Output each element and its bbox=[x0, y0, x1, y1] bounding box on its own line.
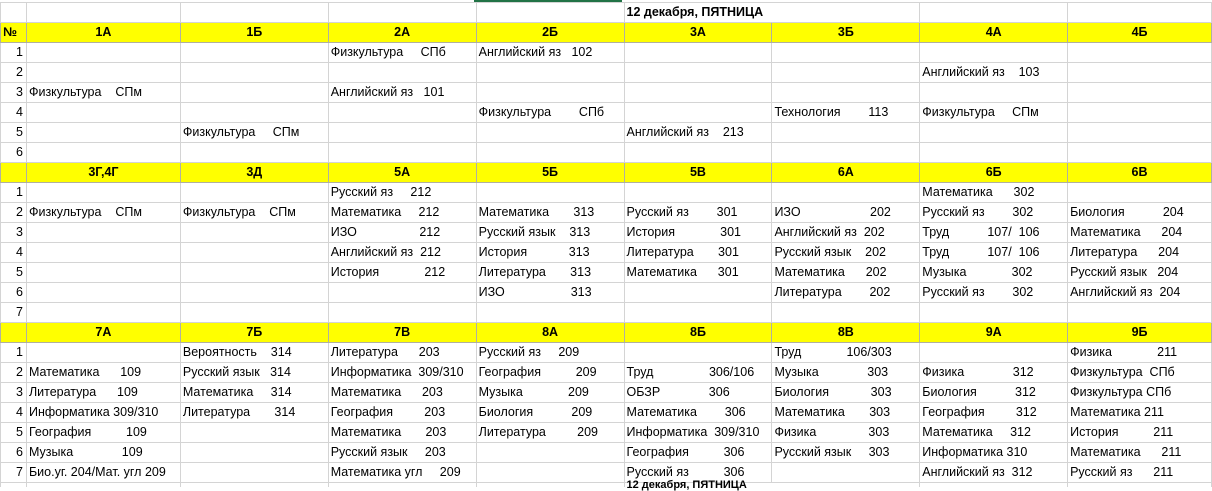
lesson-cell[interactable]: География 312 bbox=[920, 403, 1068, 423]
next-date-title[interactable]: 12 декабря, ПЯТНИЦА bbox=[624, 483, 920, 488]
lesson-cell[interactable]: Русский яз 211 bbox=[1068, 463, 1212, 483]
lesson-cell[interactable]: Русский яз 302 bbox=[920, 283, 1068, 303]
lesson-cell[interactable] bbox=[328, 143, 476, 163]
lesson-number-cell[interactable]: 1 bbox=[1, 343, 27, 363]
class-header-cell[interactable]: 8А bbox=[476, 323, 624, 343]
class-header-cell[interactable]: 3А bbox=[624, 23, 772, 43]
lesson-cell[interactable]: Физкультура СПб bbox=[328, 43, 476, 63]
lesson-cell[interactable]: Биология 312 bbox=[920, 383, 1068, 403]
class-header-cell[interactable]: 5В bbox=[624, 163, 772, 183]
title-row bbox=[1, 3, 1212, 23]
lesson-cell[interactable]: Информатика 309/310 bbox=[26, 403, 180, 423]
lesson-row bbox=[1, 263, 1212, 283]
lesson-cell[interactable] bbox=[180, 423, 328, 443]
class-header-cell[interactable]: 8Б bbox=[624, 323, 772, 343]
lesson-number-cell[interactable]: 4 bbox=[1, 403, 27, 423]
class-header-cell[interactable]: 4Б bbox=[1068, 23, 1212, 43]
lesson-cell[interactable] bbox=[624, 143, 772, 163]
lesson-cell[interactable] bbox=[920, 43, 1068, 63]
lesson-cell[interactable]: Математика 211 bbox=[1068, 403, 1212, 423]
lesson-row bbox=[1, 443, 1212, 463]
lesson-cell[interactable] bbox=[26, 263, 180, 283]
lesson-cell[interactable]: Физика 211 bbox=[1068, 343, 1212, 363]
lesson-cell[interactable] bbox=[180, 223, 328, 243]
lesson-cell[interactable]: История 301 bbox=[624, 223, 772, 243]
class-header-cell[interactable]: 4А bbox=[920, 23, 1068, 43]
lesson-cell[interactable]: Технология 113 bbox=[772, 103, 920, 123]
class-header-cell[interactable]: 2А bbox=[328, 23, 476, 43]
lesson-cell[interactable] bbox=[772, 63, 920, 83]
lesson-cell[interactable] bbox=[26, 183, 180, 203]
lesson-number-cell[interactable]: 6 bbox=[1, 283, 27, 303]
lesson-cell[interactable] bbox=[26, 143, 180, 163]
lesson-cell[interactable] bbox=[26, 123, 180, 143]
lesson-cell[interactable]: Музыка 109 bbox=[26, 443, 180, 463]
lesson-cell[interactable]: Литература 204 bbox=[1068, 243, 1212, 263]
class-header-cell[interactable]: 3Д bbox=[180, 163, 328, 183]
lesson-cell[interactable]: Математика 301 bbox=[624, 263, 772, 283]
lesson-cell[interactable] bbox=[624, 63, 772, 83]
lesson-cell[interactable]: Математика 312 bbox=[920, 423, 1068, 443]
empty-cell[interactable] bbox=[26, 483, 180, 488]
lesson-cell[interactable]: ИЗО 313 bbox=[476, 283, 624, 303]
lesson-number-cell[interactable]: 4 bbox=[1, 243, 27, 263]
class-header-cell[interactable]: 7Б bbox=[180, 323, 328, 343]
lesson-cell[interactable] bbox=[772, 123, 920, 143]
lesson-cell[interactable]: Физика 303 bbox=[772, 423, 920, 443]
lesson-cell[interactable]: Математика 303 bbox=[772, 403, 920, 423]
lesson-cell[interactable]: Литература 203 bbox=[328, 343, 476, 363]
lesson-cell[interactable] bbox=[1068, 103, 1212, 123]
lesson-cell[interactable] bbox=[624, 183, 772, 203]
lesson-cell[interactable]: Русский яз 306 bbox=[624, 463, 772, 483]
lesson-cell[interactable]: Английский яз 204 bbox=[1068, 283, 1212, 303]
lesson-number-cell[interactable]: 7 bbox=[1, 463, 27, 483]
lesson-cell[interactable] bbox=[476, 123, 624, 143]
lesson-cell[interactable]: Труд 306/106 bbox=[624, 363, 772, 383]
lesson-number-cell[interactable]: 3 bbox=[1, 83, 27, 103]
lesson-row bbox=[1, 223, 1212, 243]
lesson-cell[interactable] bbox=[1068, 123, 1212, 143]
number-header-cell[interactable] bbox=[1, 323, 27, 343]
lesson-row bbox=[1, 203, 1212, 223]
lesson-cell[interactable] bbox=[26, 223, 180, 243]
lesson-cell[interactable] bbox=[180, 283, 328, 303]
lesson-cell[interactable] bbox=[26, 303, 180, 323]
lesson-cell[interactable] bbox=[26, 63, 180, 83]
lesson-cell[interactable]: Английский яз 212 bbox=[328, 243, 476, 263]
lesson-cell[interactable] bbox=[328, 283, 476, 303]
lesson-cell[interactable] bbox=[920, 143, 1068, 163]
lesson-cell[interactable]: Математика 302 bbox=[920, 183, 1068, 203]
class-header-cell[interactable]: 6А bbox=[772, 163, 920, 183]
lesson-number-cell[interactable]: 5 bbox=[1, 123, 27, 143]
lesson-cell[interactable]: Русский яз 302 bbox=[920, 203, 1068, 223]
class-header-cell[interactable]: 7В bbox=[328, 323, 476, 343]
lesson-cell[interactable]: Музыка 302 bbox=[920, 263, 1068, 283]
empty-cell[interactable] bbox=[1, 483, 27, 488]
lesson-cell[interactable]: Физкультура СПб bbox=[1068, 363, 1212, 383]
lesson-cell[interactable]: Математика 212 bbox=[328, 203, 476, 223]
lesson-row bbox=[1, 363, 1212, 383]
lesson-cell[interactable] bbox=[180, 463, 328, 483]
lesson-row bbox=[1, 243, 1212, 263]
lesson-row bbox=[1, 463, 1212, 483]
class-header-row bbox=[1, 23, 1212, 43]
class-header-cell[interactable]: 5А bbox=[328, 163, 476, 183]
lesson-cell[interactable] bbox=[180, 103, 328, 123]
lesson-cell[interactable]: Английский яз 213 bbox=[624, 123, 772, 143]
class-header-row bbox=[1, 323, 1212, 343]
lesson-cell[interactable]: Русский яз 209 bbox=[476, 343, 624, 363]
lesson-number-cell[interactable]: 5 bbox=[1, 423, 27, 443]
lesson-cell[interactable]: Математика 211 bbox=[1068, 443, 1212, 463]
lesson-cell[interactable]: Русский язык 314 bbox=[180, 363, 328, 383]
lesson-cell[interactable]: История 212 bbox=[328, 263, 476, 283]
lesson-cell[interactable]: Труд 106/303 bbox=[772, 343, 920, 363]
lesson-cell[interactable]: Литература 301 bbox=[624, 243, 772, 263]
lesson-cell[interactable]: Физкультура СПм bbox=[26, 83, 180, 103]
class-header-cell[interactable]: 3Б bbox=[772, 23, 920, 43]
lesson-cell[interactable] bbox=[328, 103, 476, 123]
lesson-cell[interactable]: Математика 109 bbox=[26, 363, 180, 383]
class-header-cell[interactable]: 3Г,4Г bbox=[26, 163, 180, 183]
lesson-row bbox=[1, 423, 1212, 443]
lesson-cell[interactable]: Вероятность 314 bbox=[180, 343, 328, 363]
lesson-cell[interactable] bbox=[920, 303, 1068, 323]
lesson-cell[interactable] bbox=[772, 463, 920, 483]
lesson-cell[interactable]: География 109 bbox=[26, 423, 180, 443]
lesson-cell[interactable]: Литература 109 bbox=[26, 383, 180, 403]
lesson-number-cell[interactable]: 2 bbox=[1, 363, 27, 383]
lesson-cell[interactable] bbox=[1068, 303, 1212, 323]
lesson-number-cell[interactable]: 1 bbox=[1, 43, 27, 63]
lesson-cell[interactable] bbox=[180, 63, 328, 83]
lesson-cell[interactable]: Математика 203 bbox=[328, 383, 476, 403]
lesson-row bbox=[1, 183, 1212, 203]
lesson-cell[interactable]: Английский яз 312 bbox=[920, 463, 1068, 483]
lesson-cell[interactable]: ОБЗР 306 bbox=[624, 383, 772, 403]
lesson-cell[interactable]: Физкультура СПм bbox=[180, 203, 328, 223]
lesson-cell[interactable]: Труд 107/ 106 bbox=[920, 243, 1068, 263]
lesson-cell[interactable] bbox=[180, 243, 328, 263]
schedule-table bbox=[0, 2, 1212, 491]
lesson-cell[interactable] bbox=[624, 83, 772, 103]
lesson-cell[interactable]: Литература 209 bbox=[476, 423, 624, 443]
lesson-cell[interactable] bbox=[328, 303, 476, 323]
lesson-cell[interactable] bbox=[26, 283, 180, 303]
lesson-cell[interactable] bbox=[772, 183, 920, 203]
lesson-number-cell[interactable]: 2 bbox=[1, 63, 27, 83]
empty-cell[interactable] bbox=[1068, 483, 1212, 488]
lesson-cell[interactable]: ИЗО 202 bbox=[772, 203, 920, 223]
lesson-cell[interactable]: Физкультура СПм bbox=[180, 123, 328, 143]
lesson-cell[interactable] bbox=[920, 123, 1068, 143]
lesson-cell[interactable]: Математика 202 bbox=[772, 263, 920, 283]
lesson-cell[interactable] bbox=[476, 463, 624, 483]
lesson-row bbox=[1, 403, 1212, 423]
lesson-cell[interactable] bbox=[180, 143, 328, 163]
lesson-cell[interactable] bbox=[180, 183, 328, 203]
lesson-number-cell[interactable]: 2 bbox=[1, 203, 27, 223]
lesson-cell[interactable]: Информатика 309/310 bbox=[328, 363, 476, 383]
lesson-cell[interactable]: География 203 bbox=[328, 403, 476, 423]
lesson-cell[interactable] bbox=[26, 103, 180, 123]
lesson-cell[interactable] bbox=[476, 303, 624, 323]
lesson-number-cell[interactable]: 6 bbox=[1, 443, 27, 463]
lesson-cell[interactable] bbox=[624, 103, 772, 123]
lesson-cell[interactable] bbox=[26, 43, 180, 63]
lesson-cell[interactable]: Русский язык 313 bbox=[476, 223, 624, 243]
lesson-cell[interactable] bbox=[180, 263, 328, 283]
lesson-cell[interactable]: География 306 bbox=[624, 443, 772, 463]
lesson-cell[interactable] bbox=[1068, 83, 1212, 103]
class-header-cell[interactable]: 6Б bbox=[920, 163, 1068, 183]
lesson-cell[interactable]: География 209 bbox=[476, 363, 624, 383]
lesson-row bbox=[1, 143, 1212, 163]
empty-cell[interactable] bbox=[328, 483, 476, 488]
lesson-cell[interactable] bbox=[772, 303, 920, 323]
lesson-cell[interactable]: Физкультура СПб bbox=[1068, 383, 1212, 403]
lesson-row bbox=[1, 123, 1212, 143]
lesson-cell[interactable]: Математика 306 bbox=[624, 403, 772, 423]
lesson-cell[interactable] bbox=[476, 443, 624, 463]
class-header-cell[interactable]: 9А bbox=[920, 323, 1068, 343]
lesson-cell[interactable] bbox=[476, 63, 624, 83]
lesson-cell[interactable]: Русский язык 204 bbox=[1068, 263, 1212, 283]
lesson-cell[interactable] bbox=[1068, 63, 1212, 83]
empty-cell[interactable] bbox=[920, 483, 1068, 488]
class-header-cell[interactable]: 7А bbox=[26, 323, 180, 343]
empty-cell[interactable] bbox=[180, 483, 328, 488]
lesson-cell[interactable] bbox=[624, 283, 772, 303]
class-header-cell[interactable]: 9Б bbox=[1068, 323, 1212, 343]
lesson-cell[interactable]: Английский яз 103 bbox=[920, 63, 1068, 83]
lesson-cell[interactable] bbox=[1068, 143, 1212, 163]
lesson-row bbox=[1, 83, 1212, 103]
lesson-cell[interactable]: Физика 312 bbox=[920, 363, 1068, 383]
lesson-cell[interactable]: Физкультура СПб bbox=[476, 103, 624, 123]
lesson-cell[interactable] bbox=[180, 303, 328, 323]
lesson-cell[interactable]: Математика угл 209 bbox=[328, 463, 476, 483]
lesson-cell[interactable] bbox=[772, 43, 920, 63]
lesson-cell[interactable]: Литература 314 bbox=[180, 403, 328, 423]
lesson-row bbox=[1, 43, 1212, 63]
lesson-cell[interactable]: Математика 313 bbox=[476, 203, 624, 223]
lesson-number-cell[interactable]: 3 bbox=[1, 223, 27, 243]
lesson-number-cell[interactable]: 4 bbox=[1, 103, 27, 123]
lesson-cell[interactable] bbox=[476, 83, 624, 103]
lesson-cell[interactable]: Английский яз 101 bbox=[328, 83, 476, 103]
lesson-cell[interactable] bbox=[476, 143, 624, 163]
lesson-number-cell[interactable]: 7 bbox=[1, 303, 27, 323]
lesson-cell[interactable]: Английский яз 202 bbox=[772, 223, 920, 243]
lesson-cell[interactable]: Русский язык 203 bbox=[328, 443, 476, 463]
class-header-cell[interactable]: 2Б bbox=[476, 23, 624, 43]
lesson-cell[interactable]: Музыка 303 bbox=[772, 363, 920, 383]
lesson-cell[interactable]: Литература 313 bbox=[476, 263, 624, 283]
lesson-cell[interactable] bbox=[26, 243, 180, 263]
lesson-cell[interactable]: Русский яз 301 bbox=[624, 203, 772, 223]
class-header-cell[interactable]: 1Б bbox=[180, 23, 328, 43]
lesson-cell[interactable] bbox=[920, 83, 1068, 103]
lesson-cell[interactable] bbox=[26, 343, 180, 363]
lesson-cell[interactable] bbox=[476, 183, 624, 203]
lesson-cell[interactable] bbox=[624, 303, 772, 323]
schedule-grid bbox=[0, 2, 1212, 491]
number-header-cell[interactable] bbox=[1, 163, 27, 183]
lesson-cell[interactable] bbox=[920, 343, 1068, 363]
lesson-number-cell[interactable]: 3 bbox=[1, 383, 27, 403]
lesson-cell[interactable]: Математика 203 bbox=[328, 423, 476, 443]
lesson-row bbox=[1, 383, 1212, 403]
lesson-cell[interactable]: Математика 314 bbox=[180, 383, 328, 403]
date-title[interactable]: 12 декабря, ПЯТНИЦА bbox=[624, 3, 920, 23]
lesson-cell[interactable]: Био.уг. 204/Мат. угл 209 bbox=[26, 463, 180, 483]
next-day-title-row bbox=[1, 483, 1212, 488]
lesson-cell[interactable] bbox=[180, 83, 328, 103]
lesson-cell[interactable]: Математика 204 bbox=[1068, 223, 1212, 243]
lesson-cell[interactable]: Русский язык 303 bbox=[772, 443, 920, 463]
lesson-cell[interactable] bbox=[772, 83, 920, 103]
class-header-row bbox=[1, 163, 1212, 183]
lesson-cell[interactable] bbox=[328, 63, 476, 83]
lesson-row bbox=[1, 303, 1212, 323]
lesson-cell[interactable]: Биология 303 bbox=[772, 383, 920, 403]
lesson-cell[interactable]: Информатика 309/310 bbox=[624, 423, 772, 443]
lesson-cell[interactable]: Литература 202 bbox=[772, 283, 920, 303]
lesson-cell[interactable]: Физкультура СПм bbox=[920, 103, 1068, 123]
lesson-row bbox=[1, 283, 1212, 303]
class-header-cell[interactable]: 1А bbox=[26, 23, 180, 43]
lesson-cell[interactable]: История 313 bbox=[476, 243, 624, 263]
lesson-cell[interactable] bbox=[328, 123, 476, 143]
lesson-cell[interactable]: Труд 107/ 106 bbox=[920, 223, 1068, 243]
lesson-cell[interactable]: Русский яз 212 bbox=[328, 183, 476, 203]
lesson-cell[interactable]: Музыка 209 bbox=[476, 383, 624, 403]
lesson-cell[interactable]: Биология 204 bbox=[1068, 203, 1212, 223]
lesson-cell[interactable] bbox=[1068, 183, 1212, 203]
lesson-cell[interactable]: История 211 bbox=[1068, 423, 1212, 443]
lesson-number-cell[interactable]: 6 bbox=[1, 143, 27, 163]
lesson-cell[interactable] bbox=[772, 143, 920, 163]
lesson-cell[interactable] bbox=[180, 43, 328, 63]
empty-cell[interactable] bbox=[476, 483, 624, 488]
lesson-cell[interactable]: Английский яз 102 bbox=[476, 43, 624, 63]
lesson-cell[interactable]: Биология 209 bbox=[476, 403, 624, 423]
class-header-cell[interactable]: 8В bbox=[772, 323, 920, 343]
lesson-cell[interactable] bbox=[624, 43, 772, 63]
lesson-cell[interactable]: Русский язык 202 bbox=[772, 243, 920, 263]
lesson-cell[interactable]: ИЗО 212 bbox=[328, 223, 476, 243]
lesson-cell[interactable] bbox=[1068, 43, 1212, 63]
lesson-cell[interactable]: Информатика 310 bbox=[920, 443, 1068, 463]
lesson-cell[interactable]: Физкультура СПм bbox=[26, 203, 180, 223]
class-header-cell[interactable]: 6В bbox=[1068, 163, 1212, 183]
lesson-cell[interactable] bbox=[180, 443, 328, 463]
lesson-row bbox=[1, 63, 1212, 83]
lesson-number-cell[interactable]: 1 bbox=[1, 183, 27, 203]
lesson-row bbox=[1, 343, 1212, 363]
lesson-number-cell[interactable]: 5 bbox=[1, 263, 27, 283]
class-header-cell[interactable]: 5Б bbox=[476, 163, 624, 183]
lesson-cell[interactable] bbox=[624, 343, 772, 363]
lesson-row bbox=[1, 103, 1212, 123]
number-header-cell[interactable]: № bbox=[1, 23, 27, 43]
